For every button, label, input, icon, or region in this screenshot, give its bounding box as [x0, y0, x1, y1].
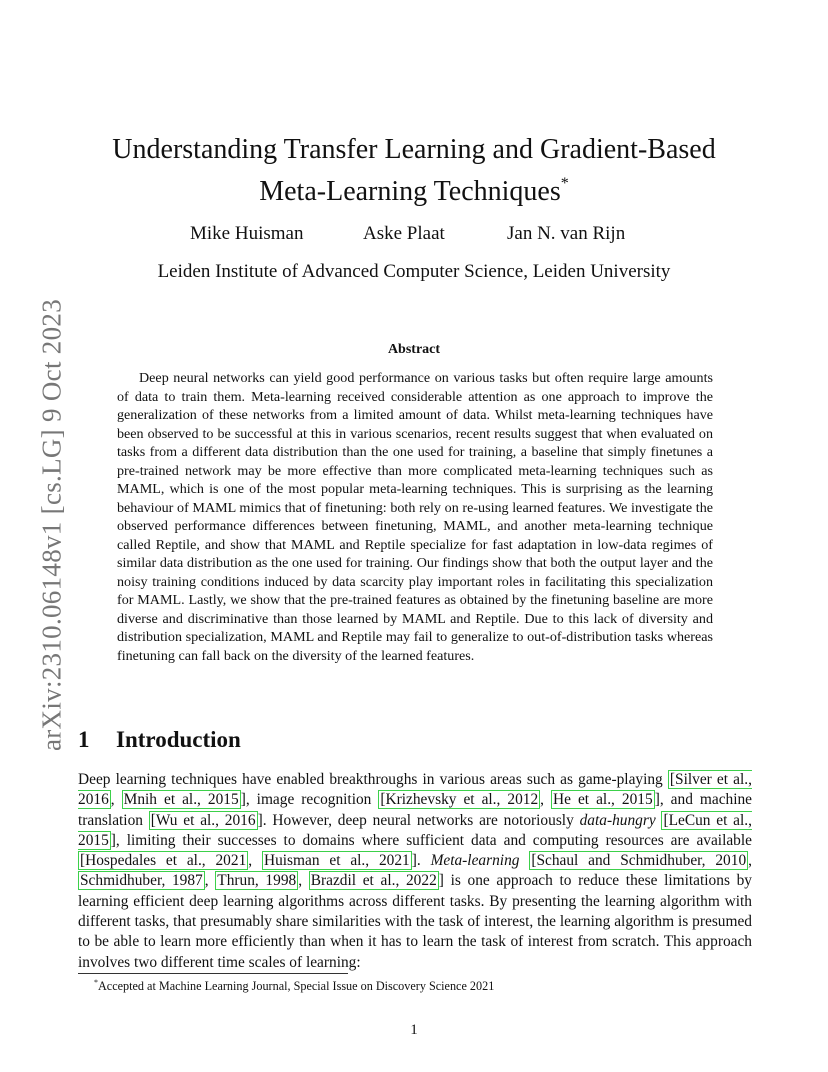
page-number: 1	[410, 1022, 418, 1038]
footnote-marker: *	[94, 978, 98, 987]
citation-link[interactable]: [Wu et al., 2016	[150, 811, 256, 829]
intro-text: Deep learning techniques have enabled breakthroughs in various areas such as game-playing	[78, 771, 668, 788]
intro-text: ,	[110, 791, 122, 809]
abstract-heading: Abstract	[387, 342, 441, 357]
abstract-text: Deep neural networks can yield good performance on various tasks but often require large amounts of data to train them. Meta-learning received considerable attention as one approach to improve the generalization of these networks from a limited amount of data. Whilst meta-learning techniques have been observed to be successful at this in various scenarios, recent results suggest that when evaluated on tasks from a different data distribution than the one used for training, a baseline that simply finetunes a pre-trained network may be more effective than more complicated meta-learning techniques such as MAML, which is one of the most popular meta-learning techniques. This is surprising as the learning behaviour of MAML mimics that of finetuning: both rely on re-using learned features. We investigate the observed performance differences between finetuning, MAML, and another meta-learning technique called Reptile, and show that MAML and Reptile specialize for fast adaptation in low-data regimes of similar data distribution as the one used for training. Our findings show that both the output layer and the noisy training conditions induced by data scarcity play important roles in facilitating this specialization for MAML. Lastly, we show that the pre-trained features as obtained by the finetuning baseline are more diverse and discriminative than those learned by MAML and Reptile. Due to this lack of diversity and distribution specialization, MAML and Reptile may fail to generalize to out-of-distribution tasks whereas finetuning can fall back on the diversity of the learned features.	[117, 370, 713, 664]
intro-paragraph	[78, 770, 752, 973]
author-list	[0, 223, 828, 249]
citation-link[interactable]: Schmidhuber, 1987	[80, 872, 203, 890]
intro-text: ], image recognition	[240, 791, 379, 809]
intro-text: ,	[204, 872, 216, 890]
citation-link[interactable]: [Hospedales et al., 2021	[80, 852, 247, 870]
citation-link[interactable]: [LeCun et al., 2015	[78, 811, 752, 849]
intro-text: ]. However, deep neural networks are notoriously	[257, 811, 580, 829]
section-title: Introduction	[116, 727, 241, 752]
intro-text: ,	[748, 852, 752, 870]
author-1: Mike Huisman	[190, 223, 304, 244]
emphasis-text: data-hungry	[579, 811, 656, 829]
emphasis-text: Meta-learning	[430, 852, 520, 870]
intro-text: ,	[298, 872, 309, 890]
intro-text: ,	[540, 791, 552, 809]
citation-link[interactable]: [Krizhevsky et al., 2012	[380, 791, 539, 809]
section-number: 1	[78, 727, 90, 752]
intro-text: ] is one approach to reduce these limitations by learning efficient deep learning algorithms across different tasks. By presenting the learning algorithm with different tasks, that presumably share similarities with the task of interest, the learning algorithm is presumed to be able to learn more efficiently than when it has to learn the task of interest from scratch. This approach involves two different time scales of learning:	[78, 872, 752, 971]
title-line-1: Understanding Transfer Learning and Gradient-Based	[112, 134, 716, 165]
intro-text: ,	[248, 852, 262, 870]
title-line-2	[80, 167, 748, 209]
footnote-text: Accepted at Machine Learning Journal, Special Issue on Discovery Science 2021	[98, 979, 495, 994]
paper-title	[80, 133, 748, 209]
intro-text: ], and machine translation	[78, 791, 753, 829]
arxiv-stamp: arXiv:2310.06148v1 [cs.LG] 9 Oct 2023	[36, 298, 67, 752]
intro-text	[519, 852, 529, 869]
intro-text: ], limiting their successes to domains where sufficient data and computing resources are available	[110, 831, 752, 849]
section-heading	[78, 727, 241, 753]
title-line-2-text: Meta-Learning Techniques	[259, 176, 561, 207]
author-3: Jan N. van Rijn	[507, 223, 626, 244]
intro-text: ].	[411, 852, 431, 870]
citation-link[interactable]: [Schaul and Schmidhuber, 2010	[531, 852, 747, 870]
footnote-rule	[78, 973, 348, 974]
citation-link[interactable]: Brazdil et al., 2022	[310, 872, 437, 890]
citation-link[interactable]: Huisman et al., 2021	[263, 852, 410, 870]
title-footnote-marker[interactable]: *	[560, 175, 569, 192]
footnote	[78, 978, 778, 994]
citation-link[interactable]: [Silver et al., 2016	[78, 771, 752, 809]
citation-link[interactable]: Thrun, 1998	[217, 872, 297, 890]
affiliation: Leiden Institute of Advanced Computer Science, Leiden University	[157, 261, 671, 282]
citation-link[interactable]: Mnih et al., 2015	[123, 791, 239, 809]
author-2: Aske Plaat	[363, 223, 445, 244]
citation-link[interactable]: He et al., 2015	[553, 791, 653, 809]
